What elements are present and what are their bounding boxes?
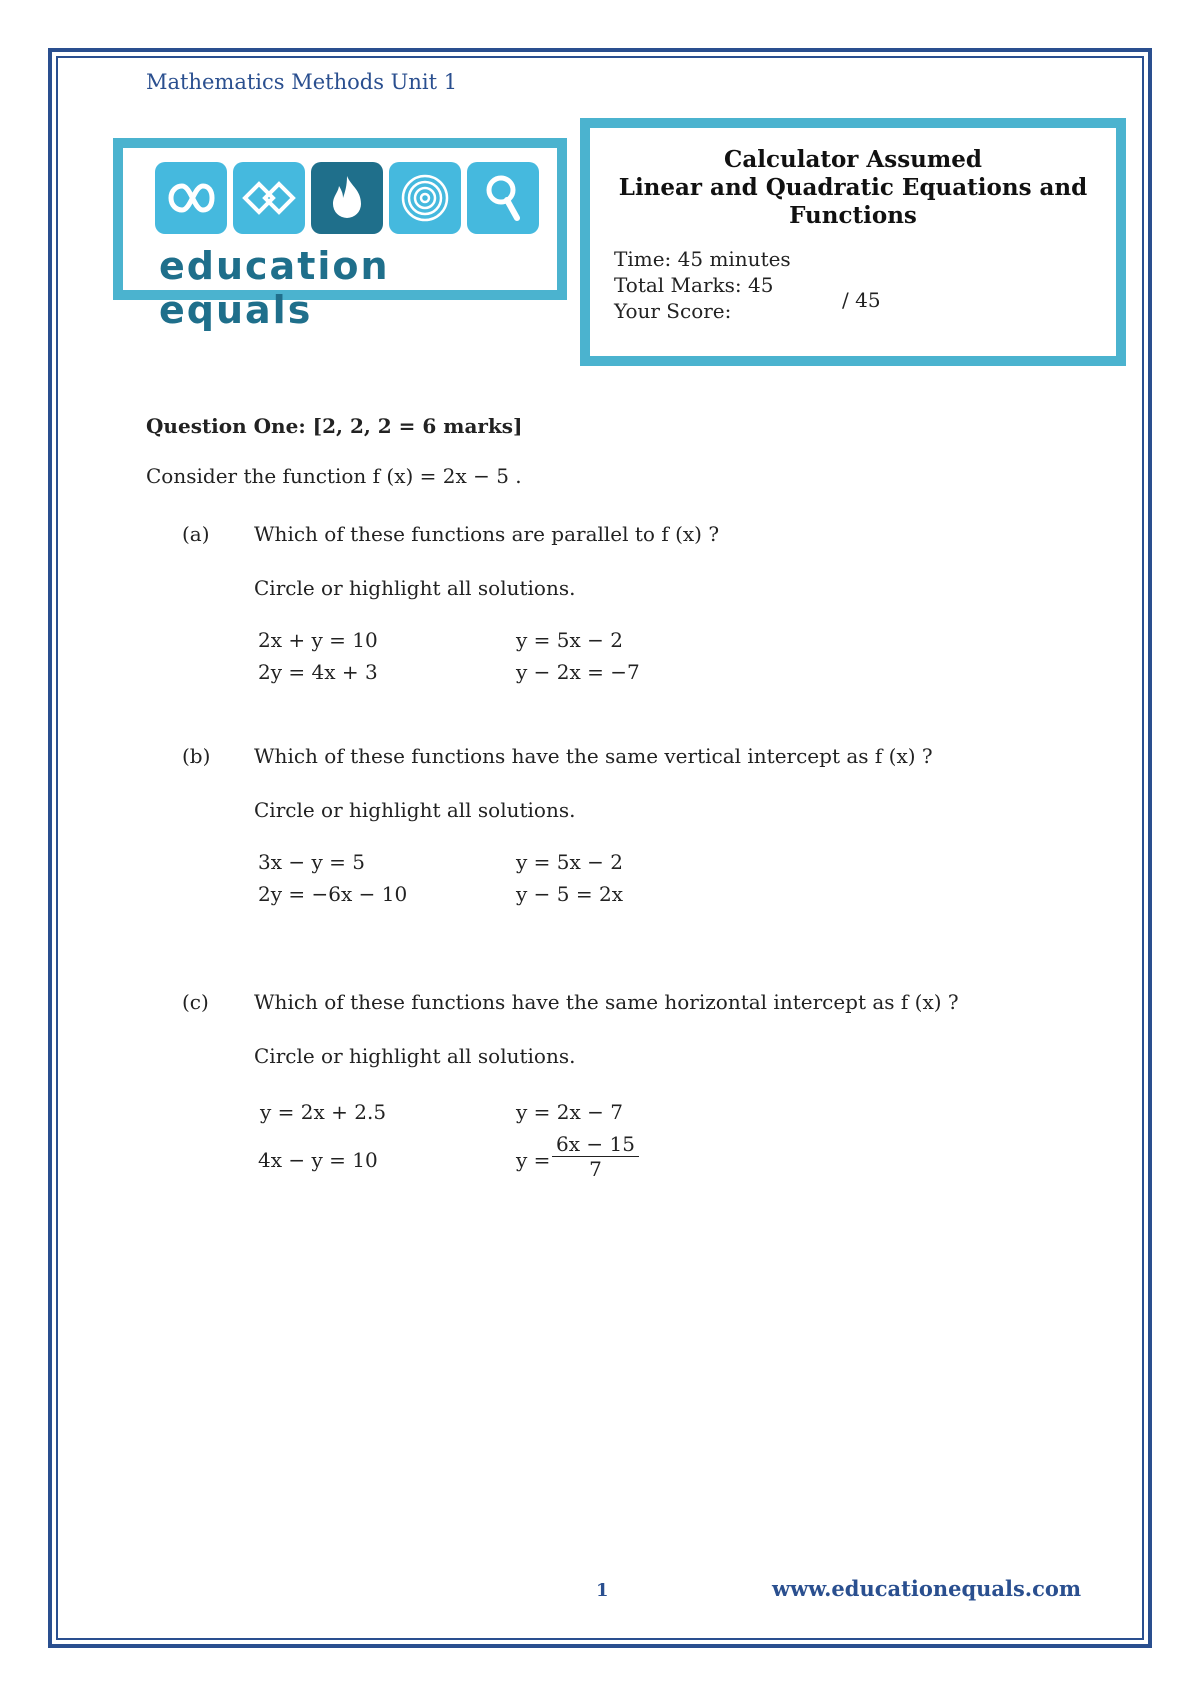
logo-panel xyxy=(121,146,559,332)
total-marks: Total Marks: 45 xyxy=(614,273,774,297)
part-c-option-2[interactable]: y = 2x − 7 xyxy=(516,1100,623,1124)
part-b-prompt: Which of these functions have the same vertical intercept as f (x) ? xyxy=(254,744,933,768)
exam-title-line3: Functions xyxy=(789,202,917,229)
infinity-icon xyxy=(155,162,227,234)
score-denominator: / 45 xyxy=(842,288,881,312)
question-intro: Consider the function f (x) = 2x − 5 . xyxy=(146,464,522,488)
part-c-label: (c) xyxy=(182,990,209,1014)
part-a-option-3[interactable]: 2y = 4x + 3 xyxy=(258,660,378,684)
question-heading: Question One: [2, 2, 2 = 6 marks] xyxy=(146,414,523,438)
magnifier-icon xyxy=(467,162,539,234)
your-score-label: Your Score: xyxy=(614,299,732,323)
fraction-denominator: 7 xyxy=(589,1157,602,1181)
part-a-label: (a) xyxy=(182,522,210,546)
time-allowed: Time: 45 minutes xyxy=(614,247,791,271)
exam-info-box xyxy=(580,118,1126,366)
exam-title xyxy=(590,146,1116,230)
part-a-prompt: Which of these functions are parallel to f (x) ? xyxy=(254,522,720,546)
part-a-instruction: Circle or highlight all solutions. xyxy=(254,576,576,600)
part-a-option-4[interactable]: y − 2x = −7 xyxy=(516,660,640,684)
unit-title: Mathematics Methods Unit 1 xyxy=(146,70,458,94)
part-b-option-1[interactable]: 3x − y = 5 xyxy=(258,850,365,874)
part-c-option-1[interactable]: y = 2x + 2.5 xyxy=(260,1100,387,1124)
part-c-prompt: Which of these functions have the same horizontal intercept as f (x) ? xyxy=(254,990,959,1014)
part-c-option-3[interactable]: 4x − y = 10 xyxy=(258,1148,378,1172)
logo-tiles xyxy=(155,162,539,234)
part-a-option-2[interactable]: y = 5x − 2 xyxy=(516,628,623,652)
flame-icon xyxy=(311,162,383,234)
part-b-option-2[interactable]: y = 5x − 2 xyxy=(516,850,623,874)
fraction-numerator: 6x − 15 xyxy=(552,1132,639,1157)
exam-details xyxy=(614,246,791,324)
logo xyxy=(113,138,567,332)
part-b-label: (b) xyxy=(182,744,211,768)
part-a-option-1[interactable]: 2x + y = 10 xyxy=(258,628,378,652)
exam-info-panel xyxy=(588,126,1118,358)
part-c-option-4-lhs[interactable]: y = xyxy=(516,1148,551,1172)
footer-website-link[interactable]: www.educationequals.com xyxy=(772,1576,1082,1601)
part-b-instruction: Circle or highlight all solutions. xyxy=(254,798,576,822)
part-c-option-4-fraction[interactable] xyxy=(552,1132,639,1181)
part-c-instruction: Circle or highlight all solutions. xyxy=(254,1044,576,1068)
part-b-option-3[interactable]: 2y = −6x − 10 xyxy=(258,882,408,906)
part-b-option-4[interactable]: y − 5 = 2x xyxy=(516,882,623,906)
target-icon xyxy=(389,162,461,234)
page-number: 1 xyxy=(596,1580,609,1601)
exam-title-line2: Linear and Quadratic Equations and xyxy=(618,174,1088,201)
logo-wordmark: education equals xyxy=(159,244,390,332)
exam-title-line1: Calculator Assumed xyxy=(724,146,982,173)
diamond-icon xyxy=(233,162,305,234)
